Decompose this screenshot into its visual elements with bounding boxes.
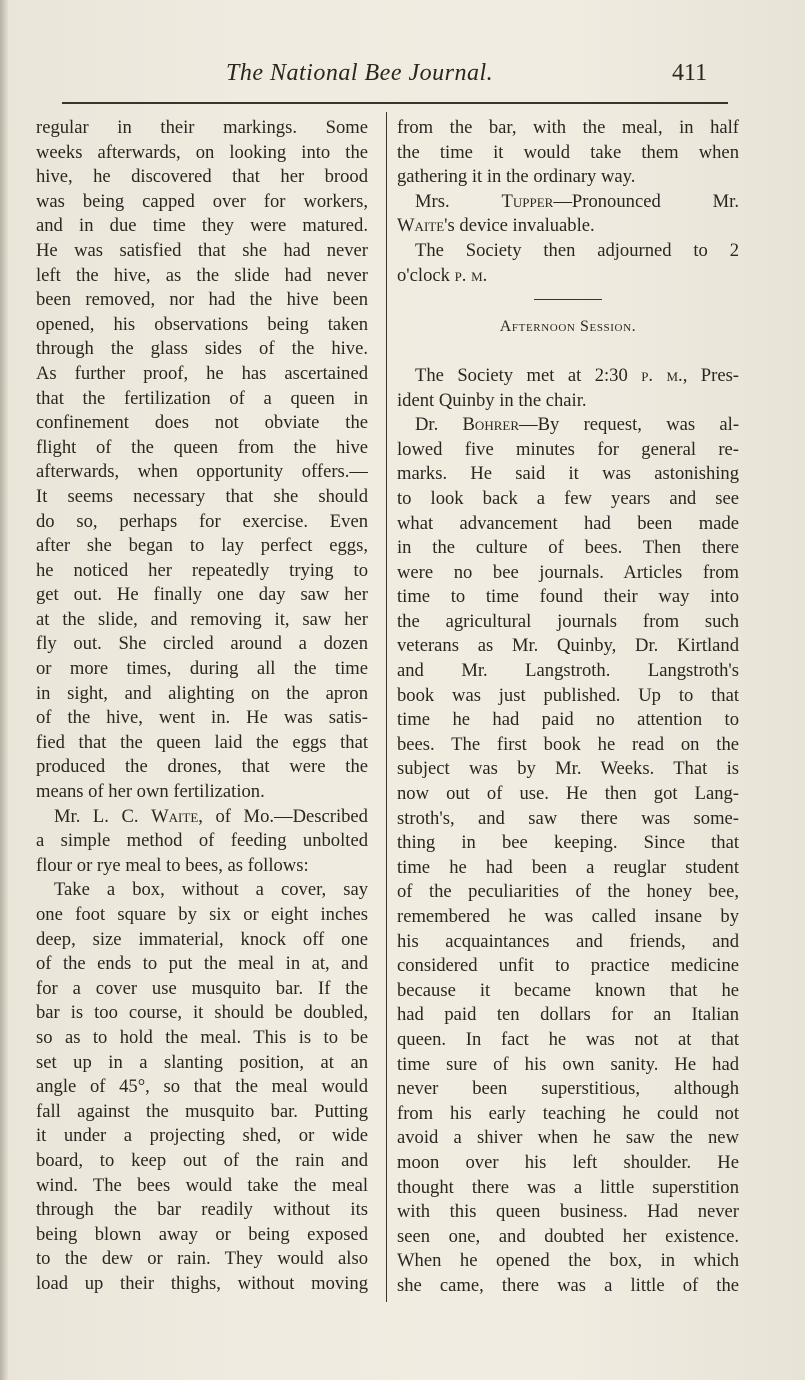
text-line: he noticed her repeatedly trying to (36, 559, 368, 581)
header-rule (62, 102, 728, 104)
text-line: lowed five minutes for general re- (397, 438, 739, 460)
text-line: fly out. She circled around a dozen (36, 633, 368, 655)
small-caps-text: Waite (151, 805, 199, 827)
text-line: for a cover use musquito bar. If the (36, 977, 368, 999)
text-line: opened, his observations being taken (36, 313, 368, 335)
text-line: produced the drones, that were the (36, 756, 368, 778)
text-line: fied that the queen laid the eggs that (36, 731, 368, 753)
text-line: now out of use. He then got Lang- (397, 783, 739, 805)
text-line: of the ends to put the meal in at, and (36, 953, 368, 975)
text-line: with this queen business. Had never (397, 1201, 739, 1223)
running-title: The National Bee Journal. (226, 60, 494, 86)
text-line: wind. The bees would take the meal (36, 1174, 368, 1196)
text-line: ident Quinby in the chair. (397, 389, 587, 411)
text-line: deep, size immaterial, knock off one (36, 928, 368, 950)
text-line: Take a box, without a cover, say (54, 879, 368, 901)
page-header (0, 58, 805, 98)
column-divider (386, 112, 387, 1302)
text-line: after she began to lay perfect eggs, (36, 535, 368, 557)
text-line: considered unfit to practice medicine (397, 955, 739, 977)
text-line: queen. In fact he was not at that (397, 1028, 739, 1050)
text-line: one foot square by six or eight inches (36, 904, 368, 925)
text-line: Waite's device invaluable. (397, 215, 595, 237)
small-caps-text: p. m. (454, 264, 488, 286)
text-line: afterwards, when opportunity offers.— (36, 461, 368, 483)
text-line: from the bar, with the meal, in half (397, 117, 739, 138)
text-line: confinement does not obviate the (36, 412, 368, 434)
text-line: thought there was a little superstition (397, 1176, 739, 1198)
text-line: left the hive, as the slide had never (36, 264, 368, 286)
text-line: it under a projecting shed, or wide (36, 1125, 368, 1147)
text-line: through the glass sides of the hive. (36, 338, 368, 360)
text-line: Dr. Bohrer—By request, was al- (415, 414, 739, 436)
text-line: flour or rye meal to bees, as follows: (36, 854, 309, 876)
text-line: Mrs. Tupper—Pronounced Mr. (415, 190, 739, 212)
text-line: had paid ten dollars for an Italian (397, 1004, 739, 1026)
text-line: The Society then adjourned to 2 (415, 239, 739, 261)
section-divider (397, 288, 739, 313)
text-line: regular in their markings. Some (36, 117, 368, 138)
text-line: moon over his left shoulder. He (397, 1151, 739, 1173)
text-line: get out. He finally one day saw her (36, 584, 368, 606)
right-column (397, 116, 739, 1299)
text-line: or more times, during all the time (36, 658, 368, 680)
text-line: The Society met at 2:30 p. m., Pres- (415, 364, 739, 386)
text-line: time he had paid no attention to (397, 709, 739, 731)
text-line: o'clock p. m. (397, 264, 488, 286)
text-line: was being capped over for workers, (36, 190, 368, 212)
text-line: in sight, and alighting on the apron (36, 682, 368, 704)
text-line: veterans as Mr. Quinby, Dr. Kirtland (397, 635, 739, 657)
left-column (36, 116, 368, 1297)
text-line: fall against the musquito bar. Putting (36, 1100, 368, 1122)
text-line: book was just published. Up to that (397, 684, 739, 706)
text-line: what advancement had been made (397, 512, 739, 534)
text-line: remembered he was called insane by (397, 906, 739, 927)
text-line: never been superstitious, although (397, 1078, 739, 1100)
text-line: that the fertilization of a queen in (36, 387, 368, 409)
text-line: do so, perhaps for exercise. Even (36, 510, 368, 532)
text-line: stroth's, and saw there was some- (397, 807, 739, 829)
text-line: time to time found their way into (397, 586, 739, 608)
text-line: weeks afterwards, on looking into the (36, 141, 368, 163)
text-line: she came, there was a little of the (397, 1274, 739, 1296)
text-line: flight of the queen from the hive (36, 436, 368, 458)
text-line: his acquaintances and friends, and (397, 930, 739, 952)
text-line: so as to hold the meal. This is to be (36, 1026, 368, 1048)
text-line: As further proof, he has ascertained (36, 362, 368, 384)
text-line: in the culture of bees. Then there (397, 537, 739, 559)
text-line: hive, he discovered that her brood (36, 166, 368, 188)
small-caps-text: p. m. (641, 364, 683, 386)
small-caps-text: Bohrer (462, 414, 519, 436)
text-line: because it became known that he (397, 979, 739, 1001)
text-line: the agricultural journals from such (397, 610, 739, 632)
text-line: being blown away or being exposed (36, 1223, 368, 1245)
small-caps-text: Tupper (501, 190, 554, 212)
text-line: to the dew or rain. They would also (36, 1248, 368, 1270)
text-line: angle of 45°, so that the meal would (36, 1076, 368, 1098)
text-line: means of her own fertilization. (36, 781, 265, 803)
text-line: time he had been a reuglar student (397, 856, 739, 878)
text-line: were no bee journals. Articles from (397, 561, 739, 583)
text-line: thing in bee keeping. Since that (397, 832, 739, 854)
page-binding-edge (0, 0, 8, 1380)
text-line: to look back a few years and see (397, 487, 739, 509)
text-line: Mr. L. C. Waite, of Mo.—Described (54, 805, 368, 827)
text-line: at the slide, and removing it, saw her (36, 608, 368, 630)
text-line: a simple method of feeding unbolted (36, 830, 368, 852)
text-line: load up their thighs, without moving (36, 1272, 368, 1294)
spacer (397, 339, 739, 364)
text-line: seen one, and doubted her existence. (397, 1225, 739, 1247)
text-line: gathering it in the ordinary way. (397, 166, 636, 188)
page-number: 411 (672, 60, 708, 86)
section-heading: Afternoon Session. (499, 317, 637, 335)
text-line: avoid a shiver when he saw the new (397, 1127, 739, 1149)
text-line: bees. The first book he read on the (397, 733, 739, 755)
text-line: been removed, nor had the hive been (36, 289, 368, 311)
text-line: subject was by Mr. Weeks. That is (397, 758, 739, 780)
text-line: through the bar readily without its (36, 1199, 368, 1221)
small-caps-text: Waite (397, 215, 445, 237)
text-line: bar is too course, it should be doubled, (36, 1002, 368, 1024)
text-line: It seems necessary that she should (36, 485, 368, 507)
text-line: the time it would take them when (397, 141, 739, 163)
text-line: and Mr. Langstroth. Langstroth's (397, 660, 739, 682)
text-line: board, to keep out of the rain and (36, 1149, 368, 1171)
text-line: time sure of his own sanity. He had (397, 1053, 739, 1075)
text-line: When he opened the box, in which (397, 1250, 739, 1272)
text-line: and in due time they were matured. (36, 215, 368, 237)
text-line: of the hive, went in. He was satis- (36, 707, 368, 729)
text-line: He was satisfied that she had never (36, 239, 368, 261)
text-line: of the peculiarities of the honey bee, (397, 881, 739, 903)
text-line: from his early teaching he could not (397, 1102, 739, 1124)
text-line: marks. He said it was astonishing (397, 463, 739, 485)
text-line: set up in a slanting position, at an (36, 1051, 368, 1073)
